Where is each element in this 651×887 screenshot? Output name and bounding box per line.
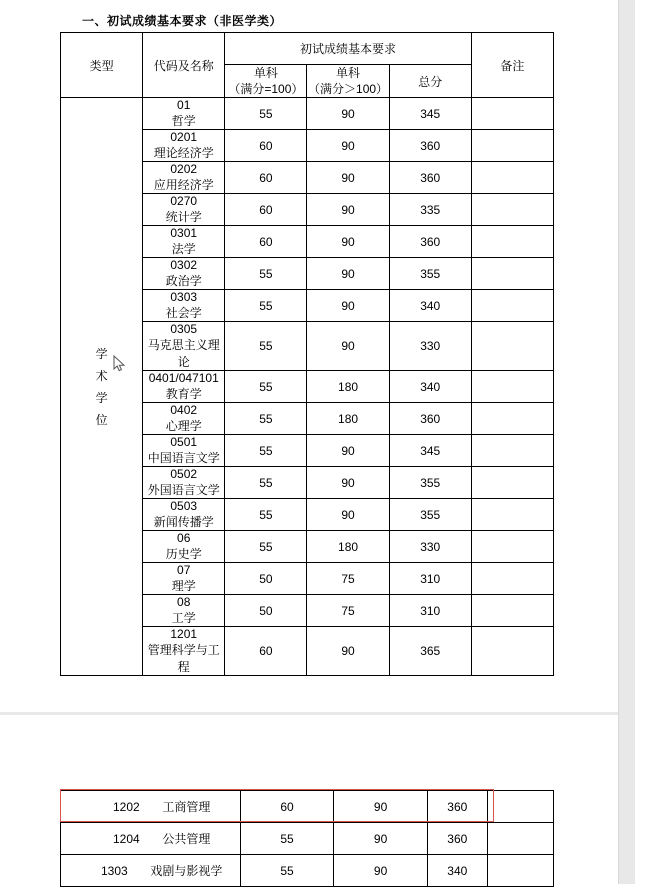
cell-total: 360	[389, 162, 471, 194]
cell-single-100: 55	[225, 371, 307, 403]
cell-total: 330	[389, 322, 471, 371]
cell-code: 0402	[170, 403, 198, 418]
cell-single-gt100: 90	[334, 791, 428, 823]
cell-code: 0501	[170, 435, 198, 450]
cell-single-100: 55	[225, 467, 307, 499]
cell-remark	[471, 467, 553, 499]
cell-single-100: 50	[225, 563, 307, 595]
cell-single-gt100: 180	[307, 531, 389, 563]
cell-name: 哲学	[171, 114, 196, 129]
cell-single-gt100: 75	[307, 563, 389, 595]
cell-remark	[471, 162, 553, 194]
cell-total: 365	[389, 627, 471, 676]
cell-code: 1202	[113, 800, 140, 814]
cell-code: 06	[177, 531, 191, 546]
cell-total: 355	[389, 467, 471, 499]
type-cell-char: 术	[95, 368, 108, 383]
cell-name: 工学	[171, 611, 196, 626]
cell-name: 管理科学与工程	[147, 643, 220, 675]
cell-name: 社会学	[165, 306, 202, 321]
cell-total: 360	[389, 130, 471, 162]
cell-code: 1303	[101, 864, 128, 878]
cell-single-gt100: 75	[307, 595, 389, 627]
cell-remark	[487, 823, 553, 855]
cell-code-name	[143, 258, 225, 290]
cell-single-100: 55	[225, 258, 307, 290]
cell-remark	[487, 855, 553, 887]
cell-name: 马克思主义理论	[147, 338, 220, 370]
table-row	[61, 855, 554, 887]
cell-code-name	[143, 371, 225, 403]
cell-code-name	[143, 563, 225, 595]
table-row	[61, 98, 554, 130]
cell-name: 历史学	[165, 547, 202, 562]
cell-code-name	[143, 499, 225, 531]
cell-single-gt100: 90	[334, 855, 428, 887]
cell-total: 345	[389, 435, 471, 467]
cell-code: 0502	[170, 467, 198, 482]
cell-code: 0302	[170, 258, 198, 273]
cell-single-gt100: 90	[307, 194, 389, 226]
header-single-100-line2: （满分=100）	[228, 82, 304, 97]
header-single-gt100-line1: 单科	[336, 66, 361, 80]
cell-single-100: 50	[225, 595, 307, 627]
cell-remark	[471, 290, 553, 322]
cell-single-100: 55	[225, 403, 307, 435]
cell-name: 教育学	[165, 387, 202, 402]
cell-single-gt100: 90	[307, 162, 389, 194]
cell-single-gt100: 90	[307, 435, 389, 467]
cell-name: 中国语言文学	[147, 451, 220, 466]
cell-code: 0503	[170, 499, 198, 514]
cell-single-100: 60	[225, 130, 307, 162]
grades-table-part2	[60, 790, 554, 887]
cell-code: 0202	[170, 162, 198, 177]
cell-code-name	[143, 194, 225, 226]
type-cell-char: 学	[95, 390, 108, 405]
cell-total: 360	[427, 823, 487, 855]
cell-code: 0303	[170, 290, 198, 305]
cell-code-name	[143, 595, 225, 627]
cell-total: 360	[389, 403, 471, 435]
header-single-gt100-line2: （满分＞100）	[308, 82, 389, 97]
cell-code-name	[61, 791, 241, 823]
cell-total: 310	[389, 563, 471, 595]
cell-remark	[471, 627, 553, 676]
header-type: 类型	[61, 33, 143, 98]
cell-code-name	[143, 531, 225, 563]
cell-single-100: 55	[240, 855, 334, 887]
page-divider	[0, 712, 635, 715]
cell-single-100: 55	[225, 290, 307, 322]
section-title: 一、初试成绩基本要求（非医学类）	[82, 14, 283, 28]
cell-code-name	[143, 290, 225, 322]
cell-single-gt100: 90	[307, 627, 389, 676]
cell-remark	[471, 435, 553, 467]
cell-code: 1204	[113, 832, 140, 846]
header-total: 总分	[389, 65, 471, 98]
cell-name: 戏剧与影视学	[150, 864, 223, 878]
cell-code: 08	[177, 595, 191, 610]
cell-single-gt100: 90	[307, 467, 389, 499]
cell-remark	[471, 98, 553, 130]
cell-total: 340	[389, 371, 471, 403]
cell-code-name	[143, 403, 225, 435]
cell-single-gt100: 90	[307, 226, 389, 258]
cell-name: 应用经济学	[153, 178, 214, 193]
cell-single-gt100: 90	[307, 322, 389, 371]
cell-name: 心理学	[165, 419, 202, 434]
cell-single-100: 60	[225, 162, 307, 194]
cell-remark	[471, 258, 553, 290]
cell-remark	[471, 194, 553, 226]
cell-name: 统计学	[165, 210, 202, 225]
cell-remark	[471, 130, 553, 162]
cell-single-gt100: 90	[307, 258, 389, 290]
cell-name: 理学	[171, 579, 196, 594]
cell-total: 355	[389, 499, 471, 531]
cell-single-gt100: 90	[307, 130, 389, 162]
type-cell-char: 位	[95, 412, 108, 427]
cell-code-name	[61, 823, 241, 855]
cell-single-gt100: 90	[307, 98, 389, 130]
cell-code-name	[143, 130, 225, 162]
cell-single-100: 55	[225, 499, 307, 531]
cell-single-100: 55	[225, 322, 307, 371]
cell-name: 工商管理	[162, 800, 211, 814]
cell-name: 法学	[171, 242, 196, 257]
type-cell-char: 学	[95, 346, 108, 361]
cell-name: 政治学	[165, 274, 202, 289]
cell-remark	[471, 371, 553, 403]
cell-single-gt100: 90	[307, 499, 389, 531]
type-cell	[61, 98, 143, 676]
cell-total: 340	[389, 290, 471, 322]
cell-single-100: 60	[225, 226, 307, 258]
cell-code-name	[143, 627, 225, 676]
cell-code: 01	[177, 98, 191, 113]
table-row	[61, 823, 554, 855]
cell-total: 335	[389, 194, 471, 226]
cell-remark	[471, 531, 553, 563]
cell-code-name	[143, 162, 225, 194]
cell-code: 0270	[170, 194, 198, 209]
cell-code-name	[143, 467, 225, 499]
header-code-name: 代码及名称	[143, 33, 225, 98]
cell-total: 330	[389, 531, 471, 563]
cell-single-100: 55	[225, 531, 307, 563]
cell-single-100: 55	[225, 435, 307, 467]
cell-total: 310	[389, 595, 471, 627]
cell-total: 360	[389, 226, 471, 258]
cell-remark	[471, 595, 553, 627]
cell-code-name	[143, 226, 225, 258]
cell-single-gt100: 180	[307, 371, 389, 403]
cell-single-100: 60	[225, 194, 307, 226]
cell-name: 理论经济学	[153, 146, 214, 161]
header-remark: 备注	[471, 33, 553, 98]
cell-remark	[471, 499, 553, 531]
cell-code-name	[143, 435, 225, 467]
table-body-part2	[61, 791, 554, 887]
cell-single-100: 60	[240, 791, 334, 823]
grades-table-part1	[60, 32, 554, 676]
cell-total: 355	[389, 258, 471, 290]
cell-single-100: 55	[225, 98, 307, 130]
table-header-row-1	[61, 33, 554, 65]
cell-code-name	[61, 855, 241, 887]
cell-code: 07	[177, 563, 191, 578]
cell-code: 1201	[170, 627, 198, 642]
cell-total: 345	[389, 98, 471, 130]
cell-code-name	[143, 98, 225, 130]
cell-name: 外国语言文学	[147, 483, 220, 498]
cell-remark	[471, 226, 553, 258]
cell-code-name	[143, 322, 225, 371]
header-single-100-line1: 单科	[253, 66, 278, 80]
header-single-gt100	[307, 65, 389, 98]
cell-remark	[471, 403, 553, 435]
cell-single-100: 55	[240, 823, 334, 855]
table-body-part1	[61, 98, 554, 676]
cell-single-gt100: 90	[334, 823, 428, 855]
cell-code: 0401/047101	[148, 371, 219, 386]
cell-remark	[471, 563, 553, 595]
cell-code: 0201	[170, 130, 198, 145]
cell-code: 0301	[170, 226, 198, 241]
cell-remark	[487, 791, 553, 823]
cell-total: 360	[427, 791, 487, 823]
cell-single-100: 60	[225, 627, 307, 676]
table-row	[61, 791, 554, 823]
cell-name: 新闻传播学	[153, 515, 214, 530]
cell-single-gt100: 90	[307, 290, 389, 322]
scrollbar-gutter[interactable]	[618, 0, 635, 884]
cell-name: 公共管理	[162, 832, 211, 846]
header-group-requirement: 初试成绩基本要求	[225, 33, 471, 65]
cell-remark	[471, 322, 553, 371]
cell-single-gt100: 180	[307, 403, 389, 435]
cell-total: 340	[427, 855, 487, 887]
header-single-100	[225, 65, 307, 98]
table-head	[61, 33, 554, 98]
cell-code: 0305	[170, 322, 198, 337]
